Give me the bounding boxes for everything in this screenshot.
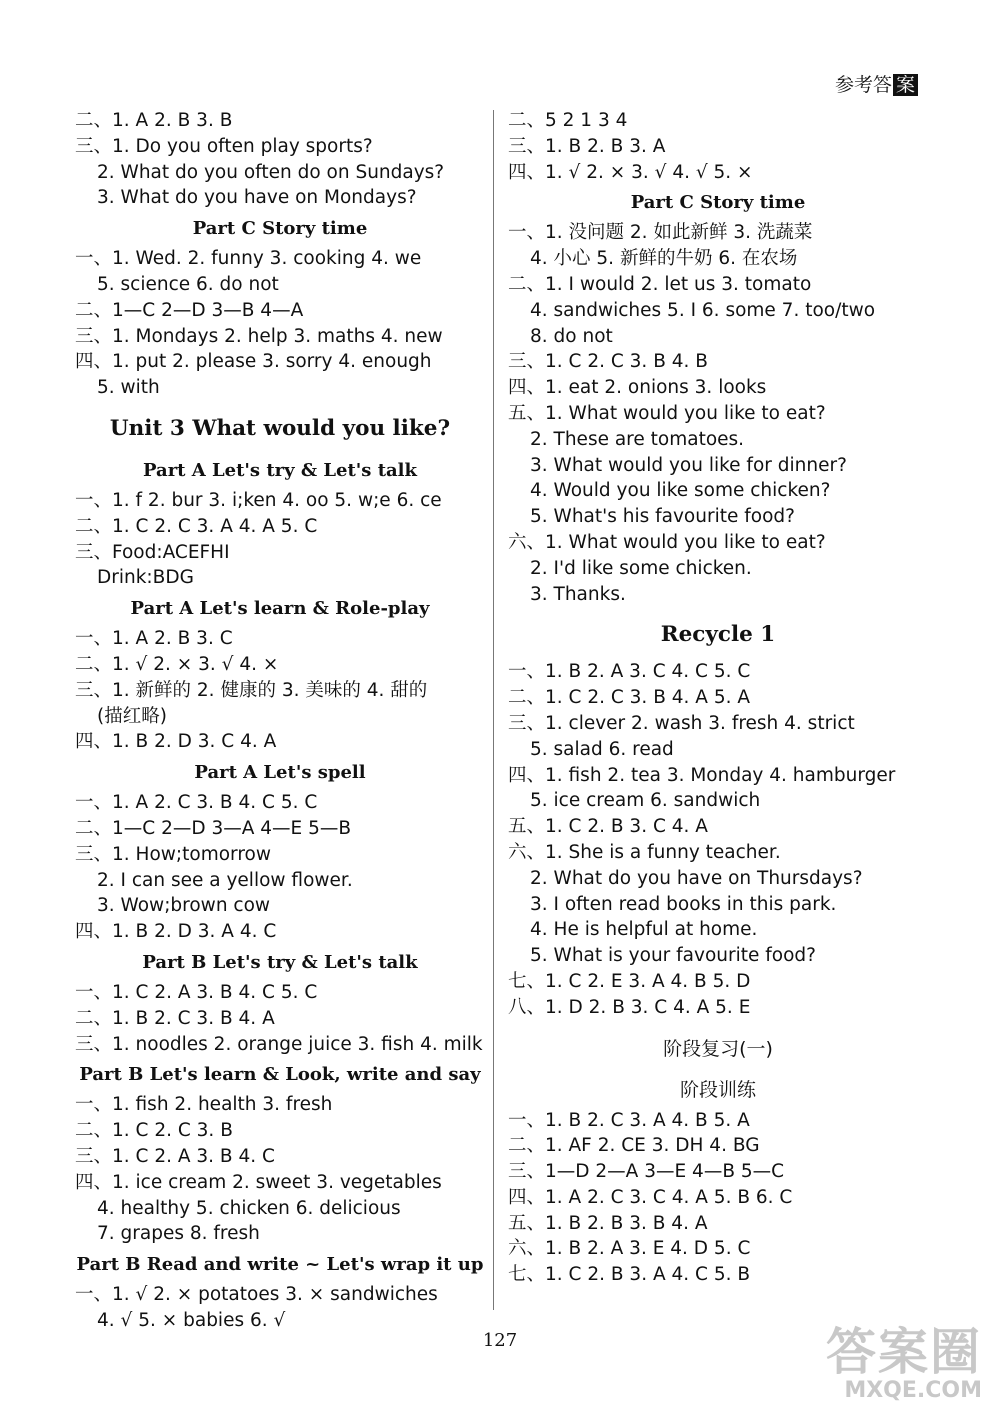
watermark-bottom: MXQE.COM — [844, 1378, 982, 1403]
answer-line: 三、1. 新鲜的 2. 健康的 3. 美味的 4. 甜的 — [75, 679, 428, 701]
answer-line: 4. sandwiches 5. I 6. some 7. too/two — [530, 299, 876, 321]
section-heading: Part C Story time — [192, 218, 368, 240]
answer-line: 5. ice cream 6. sandwich — [530, 790, 761, 812]
answer-line: 二、1. I would 2. let us 3. tomato — [508, 273, 812, 295]
answer-line: 二、1. A 2. B 3. B — [75, 110, 233, 131]
section-heading: Part C Story time — [630, 192, 806, 214]
answer-line: 三、1. C 2. A 3. B 4. C — [75, 1145, 275, 1167]
section-heading: Part A Let's spell — [194, 762, 366, 784]
page-number: 127 — [482, 1330, 518, 1351]
answer-line: 六、1. B 2. A 3. E 4. D 5. C — [508, 1238, 751, 1260]
answer-line: 2. I'd like some chicken. — [530, 557, 752, 579]
answer-line: 四、1. put 2. please 3. sorry 4. enough — [75, 351, 432, 373]
answer-line: 四、1. eat 2. onions 3. looks — [508, 377, 767, 399]
answer-line: (描红略) — [97, 705, 167, 727]
answer-line: 2. I can see a yellow flower. — [97, 869, 353, 891]
section-heading: Part A Let's try & Let's talk — [142, 459, 417, 481]
answer-line: 三、1. noodles 2. orange juice 3. fish 4. milk — [75, 1033, 483, 1055]
answer-line: 七、1. C 2. B 3. A 4. C 5. B — [508, 1264, 751, 1286]
answer-line: 5. What's his favourite food? — [530, 506, 795, 528]
answer-line: 2. What do you often do on Sundays? — [97, 161, 445, 183]
answer-line: 3. I often read books in this park. — [530, 893, 837, 915]
section-heading: Part B Let's learn & Look, write and say — [79, 1064, 481, 1086]
answer-line: 一、1. fish 2. health 3. fresh — [75, 1094, 333, 1116]
answer-line: 二、1. √ 2. × 3. √ 4. × — [75, 653, 279, 675]
section-heading: Part B Read and write ~ Let's wrap it up — [76, 1254, 484, 1276]
answer-line: 八、1. D 2. B 3. C 4. A 5. E — [508, 996, 751, 1018]
answer-line: 五、1. B 2. B 3. B 4. A — [508, 1212, 708, 1234]
unit-title: 阶段复习(一) — [663, 1037, 773, 1060]
left-column — [75, 108, 485, 1334]
answer-line: 二、1—C 2—D 3—A 4—E 5—B — [75, 817, 352, 839]
answer-line: 4. √ 5. × babies 6. √ — [97, 1309, 286, 1331]
section-heading: 阶段训练 — [679, 1078, 756, 1101]
answer-line: 一、1. Wed. 2. funny 3. cooking 4. we — [75, 248, 422, 270]
answer-line: 3. What do you have on Mondays? — [97, 187, 417, 209]
answer-line: 5. science 6. do not — [97, 273, 279, 295]
answer-line: 3. What would you like for dinner? — [530, 454, 847, 476]
answer-line: 4. He is helpful at home. — [530, 919, 758, 941]
answer-line: 二、1. AF 2. CE 3. DH 4. BG — [508, 1135, 760, 1157]
answer-line: 3. Wow;brown cow — [97, 895, 271, 917]
answer-line: 4. 小心 5. 新鲜的牛奶 6. 在农场 — [530, 248, 798, 270]
answer-line: 三、1. C 2. C 3. B 4. B — [508, 351, 708, 373]
answer-line: 二、1. C 2. C 3. A 4. A 5. C — [75, 515, 318, 537]
answer-line: 二、1—C 2—D 3—B 4—A — [75, 299, 304, 321]
answer-line: 一、1. f 2. bur 3. i;ken 4. oo 5. w;e 6. ce — [75, 489, 442, 511]
answer-line: 一、1. A 2. B 3. C — [75, 628, 233, 650]
answer-line: 4. healthy 5. chicken 6. delicious — [97, 1197, 401, 1219]
answer-line: 五、1. What would you like to eat? — [508, 402, 826, 424]
unit-title: Unit 3 What would you like? — [109, 415, 451, 441]
answer-line: 四、1. ice cream 2. sweet 3. vegetables — [75, 1171, 442, 1193]
answer-line: 二、5 2 1 3 4 — [508, 110, 628, 131]
answer-line: 三、1. B 2. B 3. A — [508, 135, 666, 157]
answer-line: 5. with — [97, 377, 160, 399]
header-title-box: 案 — [893, 74, 918, 96]
column-divider — [493, 110, 494, 1310]
section-heading: Part B Let's try & Let's talk — [142, 951, 418, 973]
answer-line: 一、1. C 2. A 3. B 4. C 5. C — [75, 981, 318, 1003]
right-column — [508, 108, 928, 1288]
answer-line: 3. Thanks. — [530, 583, 626, 605]
answer-line: 8. do not — [530, 325, 613, 347]
answer-line: 4. Would you like some chicken? — [530, 480, 831, 502]
answer-line: 四、1. B 2. D 3. A 4. C — [75, 921, 277, 943]
answer-line: 三、1. clever 2. wash 3. fresh 4. strict — [508, 712, 855, 734]
answer-line: 三、1. Do you often play sports? — [75, 135, 373, 157]
answer-line: 四、1. A 2. C 3. C 4. A 5. B 6. C — [508, 1186, 793, 1208]
answer-line: 2. What do you have on Thursdays? — [530, 867, 863, 889]
answer-line: 7. grapes 8. fresh — [97, 1223, 260, 1245]
answer-line: 一、1. 没问题 2. 如此新鲜 3. 洗蔬菜 — [508, 222, 813, 244]
answer-line: Drink:BDG — [97, 567, 194, 589]
watermark — [777, 1325, 982, 1410]
answer-line: 四、1. √ 2. × 3. √ 4. √ 5. × — [508, 161, 753, 183]
answer-line: 二、1. C 2. C 3. B — [75, 1120, 233, 1142]
answer-line: 5. salad 6. read — [530, 738, 674, 760]
answer-line: 一、1. A 2. C 3. B 4. C 5. C — [75, 792, 318, 814]
answer-line: 六、1. She is a funny teacher. — [508, 841, 781, 863]
answer-line: 5. What is your favourite food? — [530, 945, 816, 967]
answer-line: 七、1. C 2. E 3. A 4. B 5. D — [508, 970, 751, 992]
answer-line: 三、Food:ACEFHI — [75, 541, 230, 563]
answer-line: 五、1. C 2. B 3. C 4. A — [508, 816, 708, 838]
answer-line: 六、1. What would you like to eat? — [508, 531, 826, 553]
answer-line: 二、1. B 2. C 3. B 4. A — [75, 1007, 275, 1029]
answer-line: 三、1. How;tomorrow — [75, 843, 271, 865]
answer-line: 一、1. B 2. A 3. C 4. C 5. C — [508, 661, 751, 683]
answer-line: 二、1. C 2. C 3. B 4. A 5. A — [508, 687, 751, 709]
answer-line: 三、1—D 2—A 3—E 4—B 5—C — [508, 1161, 785, 1183]
answer-line: 四、1. fish 2. tea 3. Monday 4. hamburger — [508, 764, 896, 786]
answer-line: 一、1. B 2. C 3. A 4. B 5. A — [508, 1109, 750, 1131]
answer-line: 2. These are tomatoes. — [530, 428, 745, 450]
answer-line: 四、1. B 2. D 3. C 4. A — [75, 731, 277, 753]
unit-title: Recycle 1 — [660, 622, 776, 648]
header-title: 参考答 — [834, 74, 892, 96]
watermark-top: 答案圈 — [826, 1323, 982, 1381]
section-heading: Part A Let's learn & Role-play — [130, 598, 430, 620]
answer-line: 一、1. √ 2. × potatoes 3. × sandwiches — [75, 1284, 438, 1306]
answer-line: 三、1. Mondays 2. help 3. maths 4. new — [75, 325, 443, 347]
page-header — [835, 70, 918, 97]
